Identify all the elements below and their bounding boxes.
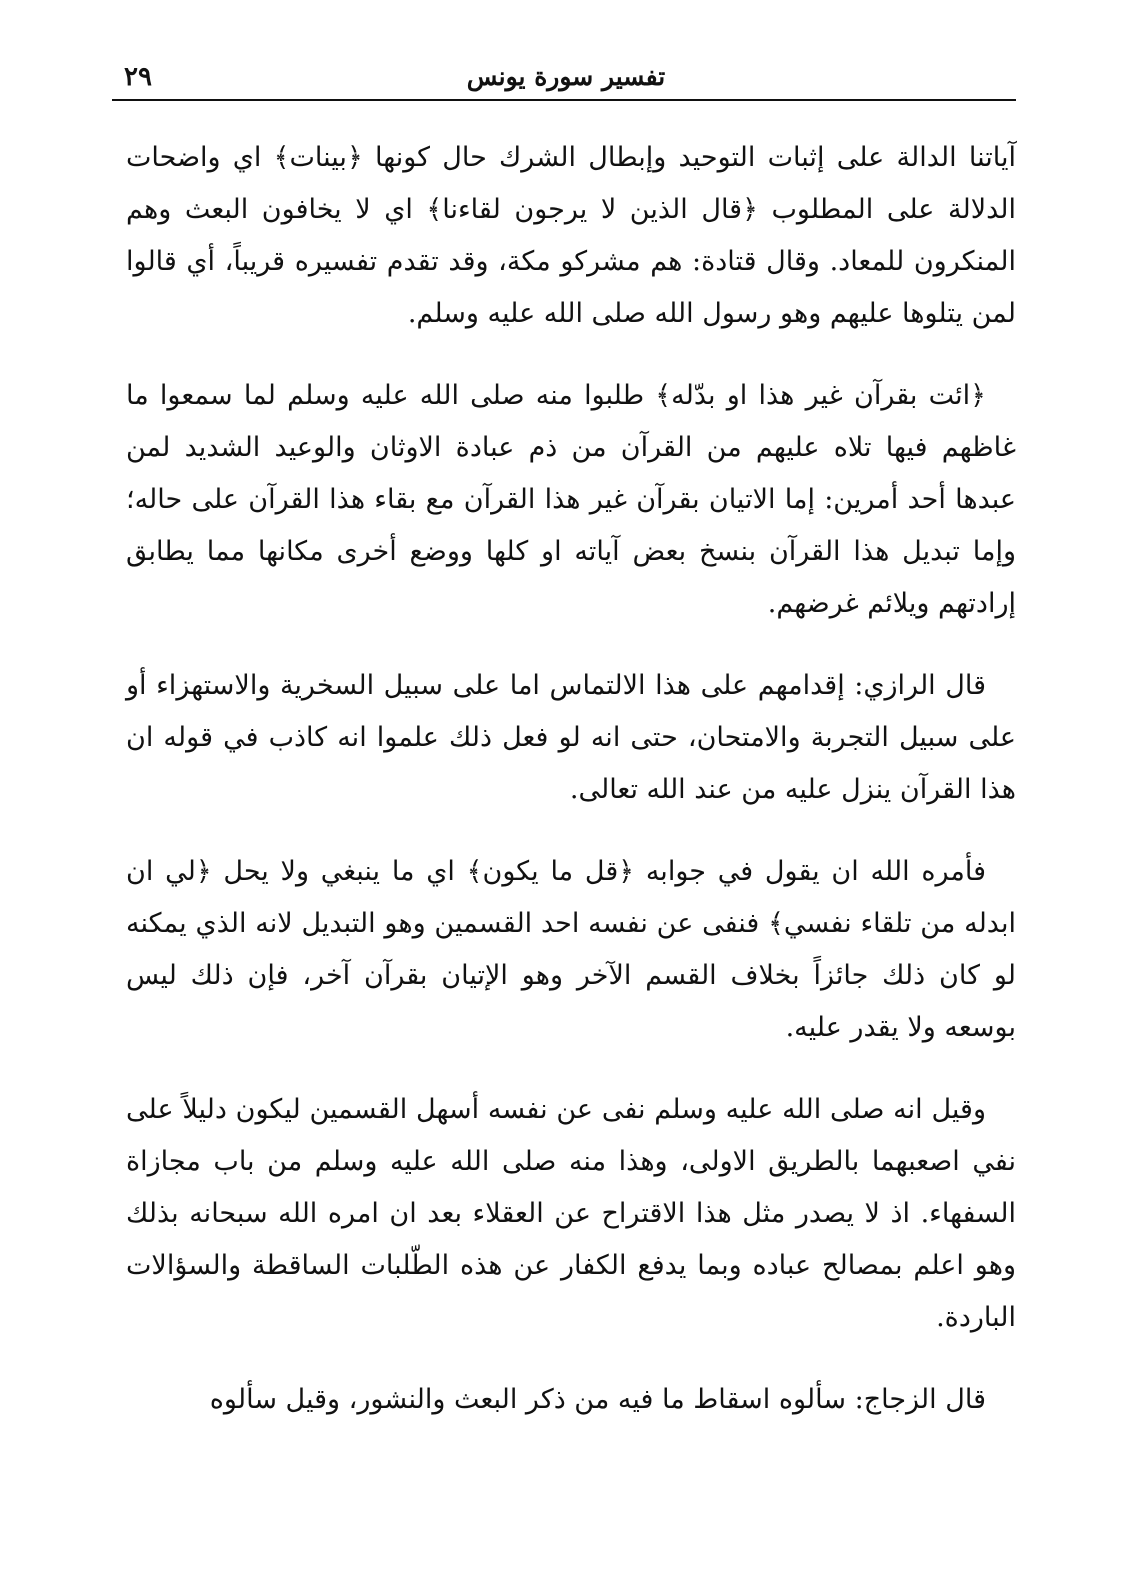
page-number: ٢٩ [124, 62, 152, 92]
paragraph: آياتنا الدالة على إثبات التوحيد وإبطال الشرك حال كونها ﴿بينات﴾ اي واضحات الدلالة على المطلوب ﴿قال الذين لا يرجون لقاءنا﴾ اي لا يخافون البعث وهم المنكرون للمعاد. وقال قتادة: هم مشركو مكة، وقد تقدم تفسيره قريباً، أي قالوا لمن يتلوها عليهم وهو رسول الله صلى الله عليه وسلم. [126, 142, 1016, 329]
running-title: تفسير سورة يونس [466, 62, 666, 91]
page-header [118, 56, 1014, 98]
paragraph: قال الزجاج: سألوه اسقاط ما فيه من ذكر البعث والنشور، وقيل سألوه [209, 1384, 986, 1415]
paragraph: وقيل انه صلى الله عليه وسلم نفى عن نفسه أسهل القسمين ليكون دليلاً على نفي اصعبهما بالطريق الاولى، وهذا منه صلى الله عليه وسلم من باب مجازاة السفهاء. اذ لا يصدر مثل هذا الاقتراح عن العقلاء بعد ان امره الله سبحانه بذلك وهو اعلم بمصالح عباده وبما يدفع الكفار عن هذه الطّلبات الساقطة والسؤالات الباردة. [126, 1094, 1016, 1333]
paragraph: فأمره الله ان يقول في جوابه ﴿قل ما يكون﴾ اي ما ينبغي ولا يحل ﴿لي ان ابدله من تلقاء نفسي﴾ فنفى عن نفسه احد القسمين وهو التبديل لانه الذي يمكنه لو كان ذلك جائزاً بخلاف القسم الآخر وهو الإتيان بقرآن آخر، فإن ذلك ليس بوسعه ولا يقدر عليه. [126, 856, 1016, 1043]
paragraph: قال الرازي: إقدامهم على هذا الالتماس اما على سبيل السخرية والاستهزاء أو على سبيل التجربة والامتحان، حتى انه لو فعل ذلك علموا انه كاذب في قوله ان هذا القرآن ينزل عليه من عند الله تعالى. [126, 670, 1016, 805]
paragraph: ﴿ائت بقرآن غير هذا او بدّله﴾ طلبوا منه صلى الله عليه وسلم لما سمعوا ما غاظهم فيها تلاه عليهم من القرآن من ذم عبادة الاوثان والوعيد الشديد لمن عبدها أحد أمرين: إما الاتيان بقرآن غير هذا القرآن مع بقاء هذا القرآن على حاله؛ وإما تبديل هذا القرآن بنسخ بعض آياته او كلها ووضع أخرى مكانها مما يطابق إرادتهم ويلائم غرضهم. [126, 380, 1016, 619]
header-divider [112, 99, 1016, 101]
page-body [126, 132, 1016, 1426]
